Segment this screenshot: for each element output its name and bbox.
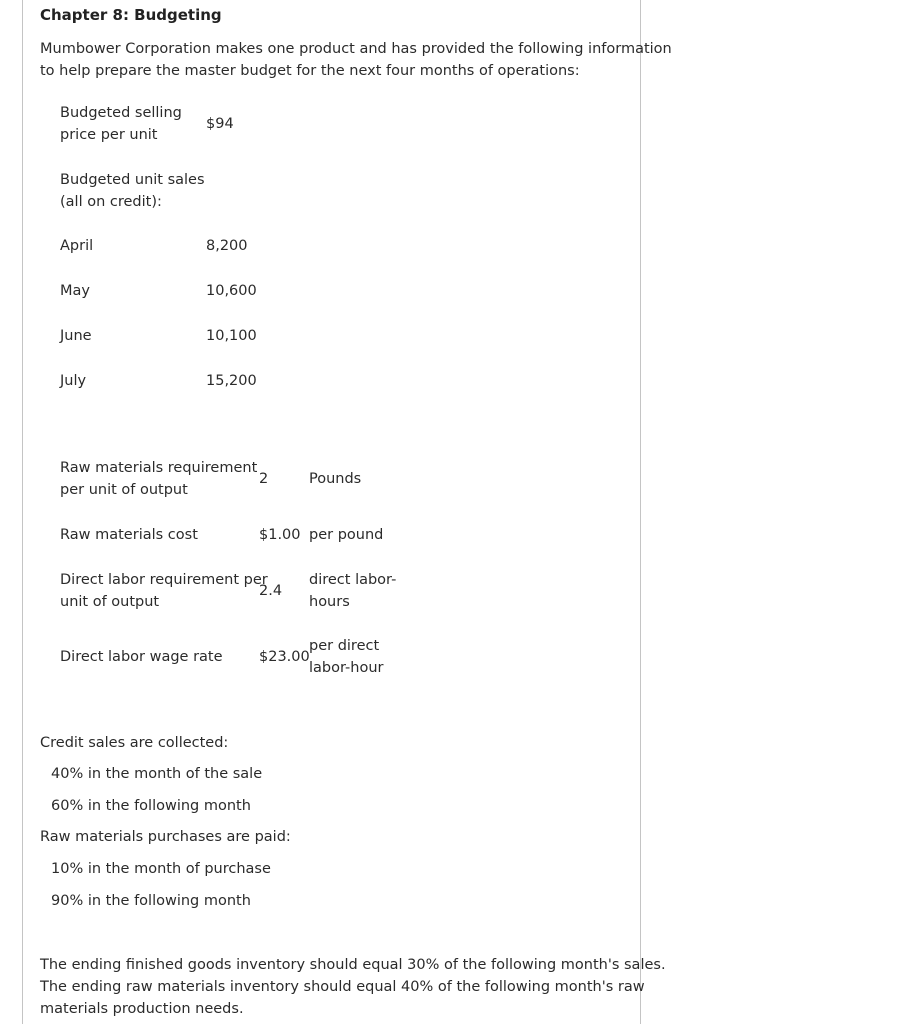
month-label: July [60,373,87,389]
raw-cost-label: Raw materials cost [60,527,198,543]
month-units: 15,200 [206,373,257,389]
month-units: 10,600 [206,283,257,299]
labor-req-label: Direct labor requirement per unit of output [60,572,268,610]
raw-req-label: Raw materials requirement per unit of output [60,460,258,498]
month-label: May [60,283,90,299]
wage-label: Direct labor wage rate [60,649,223,665]
month-units: 8,200 [206,238,248,254]
collections-heading: Credit sales are collected: [40,735,229,751]
labor-req-value: 2.4 [259,583,283,599]
month-label: June [60,328,92,344]
wage-unit: per direct labor-hour [309,638,384,676]
unit-sales-label: Budgeted unit sales (all on credit): [60,172,205,210]
month-units: 10,100 [206,328,257,344]
intro-paragraph [40,38,672,82]
payments-item: 10% in the month of purchase [51,861,271,877]
wage-value: $23.00 [259,649,310,665]
intro-line: to help prepare the master budget for the next four months of operations: [40,63,580,79]
labor-req-unit: direct labor- hours [309,572,397,610]
ending-line: materials production needs. [40,1001,244,1017]
ending-inventory-paragraph [40,954,666,1020]
month-label: April [60,238,94,254]
payments-item: 90% in the following month [51,893,251,909]
collections-item: 60% in the following month [51,798,251,814]
raw-cost-unit: per pound [309,527,384,543]
document-page [22,0,672,1024]
ending-line: The ending raw materials inventory should equal 40% of the following month's raw [40,979,645,995]
raw-req-value: 2 [259,471,269,487]
price-value: $94 [206,116,234,132]
ending-line: The ending finished goods inventory should equal 30% of the following month's sales. [40,957,666,973]
chapter-title: Chapter 8: Budgeting [40,6,222,24]
intro-line: Mumbower Corporation makes one product and has provided the following information [40,41,672,57]
raw-cost-value: $1.00 [259,527,301,543]
collections-item: 40% in the month of the sale [51,766,263,782]
raw-req-unit: Pounds [309,471,362,487]
payments-heading: Raw materials purchases are paid: [40,829,291,845]
price-label: Budgeted selling price per unit [60,105,182,143]
